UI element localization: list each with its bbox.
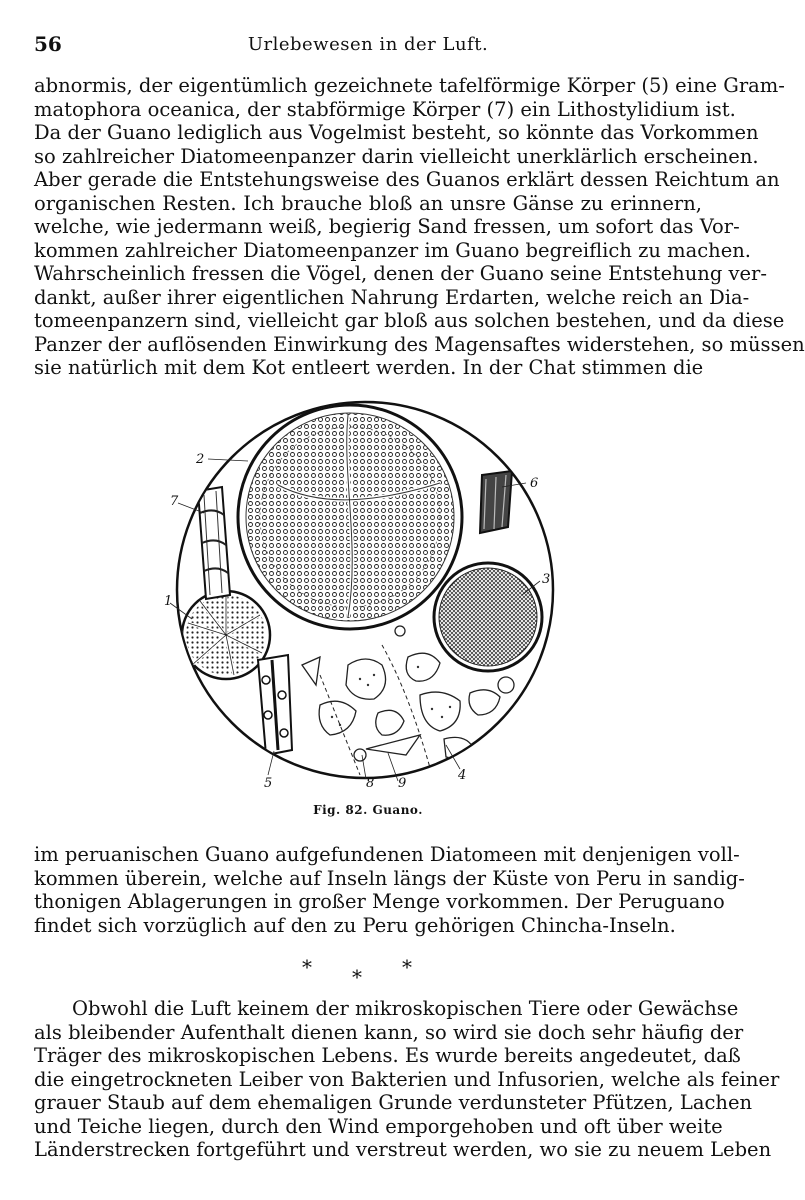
text-line: Panzer der auflösenden Einwirkung des Magensaftes widerstehen, so müssen — [34, 332, 805, 356]
text-line: Träger des mikroskopischen Lebens. Es wurde bereits angedeutet, daß — [34, 1044, 741, 1067]
text-line: so zahlreicher Diatomeenpanzer darin vielleicht unerklärlich erscheinen. — [34, 144, 759, 168]
text-line: organischen Resten. Ich brauche bloß an unsre Gänse zu erinnern, — [34, 191, 702, 215]
segmented-diatom — [182, 591, 270, 679]
paragraph-2 — [34, 843, 745, 937]
figure-label-6: 6 — [530, 476, 539, 491]
guano-microscope-figure — [164, 395, 560, 791]
text-line: im peruanischen Guano aufgefundenen Diatomeen mit denjenigen voll- — [34, 843, 740, 866]
striated-rod — [480, 471, 512, 533]
text-line: kommen überein, welche auf Inseln längs der Küste von Peru in sandig- — [34, 866, 745, 890]
text-line: Wahrscheinlich fressen die Vögel, denen der Guano seine Entstehung ver- — [34, 262, 767, 285]
figure-label-3: 3 — [542, 572, 551, 587]
paragraph-3 — [34, 997, 780, 1162]
section-separator — [0, 955, 736, 989]
figure-label-5: 5 — [264, 776, 273, 791]
text-line: grauer Staub auf dem ehemaligen Grunde verdunsteter Pfützen, Lachen — [34, 1091, 753, 1114]
text-line: matophora oceanica, der stabförmige Körper (7) ein Lithostylidium ist. — [34, 97, 736, 121]
text-line: und Teiche liegen, durch den Wind emporgehoben und oft über weite — [34, 1114, 723, 1138]
microscope-field-illustration — [164, 395, 560, 791]
separator-star: * — [302, 955, 312, 979]
separator-star: * — [352, 965, 362, 989]
running-title: Urlebewesen in der Luft. — [247, 34, 489, 55]
page-header — [34, 32, 702, 58]
text-line: Da der Guano lediglich aus Vogelmist besteht, so könnte das Vorkommen — [34, 121, 759, 144]
text-line: dankt, außer ihrer eigentlichen Nahrung Erdarten, welche reich an Dia- — [34, 285, 750, 309]
text-line: abnormis, der eigentümlich gezeichnete tafelförmige Körper (5) eine Gram- — [34, 74, 785, 97]
figure-label-7: 7 — [170, 494, 179, 509]
large-diatom — [238, 405, 462, 629]
figure-label-8: 8 — [366, 776, 375, 791]
text-line: sie natürlich mit dem Kot entleert werden. In der Chat stimmen die — [34, 356, 704, 379]
text-line: thonigen Ablagerungen in großer Menge vorkommen. Der Peruguano — [34, 890, 725, 913]
text-line: tomeenpanzern sind, vielleicht gar bloß aus solchen bestehen, und da diese — [34, 309, 785, 332]
text-line: welche, wie jedermann weiß, begierig Sand fressen, um sofort das Vor- — [34, 215, 740, 238]
figure-label-1: 1 — [164, 594, 173, 609]
page-number: 56 — [34, 32, 62, 56]
text-line: als bleibender Aufenthalt dienen kann, so wird sie doch sehr häufig der — [34, 1020, 744, 1044]
paragraph-1 — [34, 74, 805, 380]
text-line: Länderstrecken fortgeführt und verstreut werden, wo sie zu neuem Leben — [34, 1138, 772, 1161]
figure-label-2: 2 — [196, 452, 205, 467]
figure-caption: Fig. 82. Guano. — [313, 803, 423, 817]
text-line: Obwohl die Luft keinem der mikroskopischen Tiere oder Gewächse — [72, 997, 739, 1020]
cross-hatched-diatom — [434, 563, 542, 671]
text-line: Aber gerade die Entstehungsweise des Guanos erklärt dessen Reichtum an — [34, 168, 780, 191]
separator-star: * — [402, 955, 412, 979]
text-line: die eingetrockneten Leiber von Bakterien und Infusorien, welche als feiner — [34, 1067, 780, 1091]
figure-label-9: 9 — [398, 776, 407, 791]
figure-label-4: 4 — [458, 768, 467, 783]
text-line: findet sich vorzüglich auf den zu Peru gehörigen Chincha-Inseln. — [34, 913, 676, 937]
text-line: kommen zahlreicher Diatomeenpanzer im Guano begreiflich zu machen. — [34, 238, 752, 262]
